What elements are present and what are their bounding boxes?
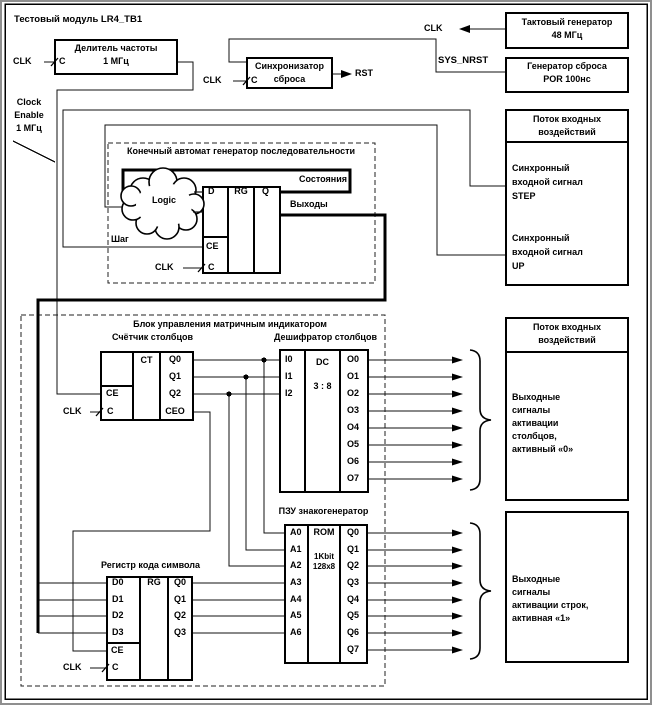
romq-pin-label: Q4 — [346, 594, 359, 604]
q-pin-label: Q0 — [173, 577, 186, 587]
o-pin-label: O4 — [346, 422, 359, 432]
clock-divider-freq: 1 МГц — [103, 56, 129, 66]
rg-label: RG — [147, 577, 161, 587]
a-pin-label: A3 — [290, 577, 302, 587]
rows-signal-text: сигналы — [512, 587, 551, 597]
stimulus-columns-header2: воздействий — [538, 335, 596, 345]
romq-pin-label: Q7 — [346, 644, 359, 654]
o-pin-label: O0 — [346, 354, 359, 364]
clk-label: CLK — [155, 262, 174, 272]
stimulus-top-header: Поток входных — [532, 114, 602, 124]
q-pin-label: Q — [262, 186, 270, 196]
clock-enable-note: Clock — [16, 97, 42, 107]
column-counter-title: Счётчик столбцов — [111, 332, 194, 342]
clock-divider-title: Делитель частоты — [74, 43, 158, 53]
states-label: Состояния — [298, 174, 347, 184]
a-pin-label: A1 — [290, 544, 302, 554]
a-pin-label: A4 — [290, 594, 302, 604]
step-signal-text: STEP — [512, 191, 536, 201]
clock-enable-note: 1 МГц — [16, 123, 42, 133]
up-signal-text: UP — [512, 261, 525, 271]
rows-signal-text: активации строк, — [512, 600, 589, 610]
fsm-title: Конечный автомат генератор последовательности — [126, 146, 356, 156]
step-signal-text: входной сигнал — [512, 177, 583, 187]
ce-pin-label: CE — [106, 388, 119, 398]
columns-signal-text: Выходные — [512, 392, 561, 402]
junction-dot — [243, 374, 248, 379]
a-pin-label: A2 — [290, 560, 302, 570]
d-pin-label: D1 — [112, 594, 124, 604]
junction-dot — [261, 357, 266, 362]
columns-signal-text: столбцов, — [512, 431, 557, 441]
q0-pin-label: Q0 — [168, 354, 181, 364]
columns-signal-text: активации — [512, 418, 559, 428]
a-pin-label: A5 — [290, 610, 302, 620]
page-title: Тестовый модуль LR4_TB1 — [14, 14, 143, 25]
fsm-register-box — [203, 187, 280, 273]
ct-label: CT — [140, 355, 153, 365]
symbol-register-title: Регистр кода символа — [100, 560, 201, 570]
clk-label: CLK — [424, 23, 443, 33]
d-pin-label: D0 — [112, 577, 124, 587]
rows-signal-text: Выходные — [512, 574, 561, 584]
rom-size-label: 1Kbit — [314, 552, 334, 561]
c-pin-label: C — [208, 262, 215, 272]
a-pin-label: A0 — [290, 527, 302, 537]
reset-sync-title2: сброса — [273, 74, 306, 84]
d-pin-label: D3 — [112, 627, 124, 637]
stimulus-top-header2: воздействий — [538, 127, 596, 137]
c-pin-label: C — [59, 56, 66, 66]
o-pin-label: O2 — [346, 388, 359, 398]
dc-label: DC — [316, 357, 329, 367]
i0-pin-label: I0 — [285, 354, 293, 364]
i1-pin-label: I1 — [285, 371, 293, 381]
columns-signal-text: активный «0» — [512, 444, 574, 454]
clk-label: CLK — [63, 406, 82, 416]
o-pin-label: O3 — [346, 405, 359, 415]
o-pin-label: O1 — [346, 371, 359, 381]
junction-dot — [226, 391, 231, 396]
char-rom-title: ПЗУ знакогенератор — [278, 506, 369, 516]
rg-label: RG — [234, 186, 248, 196]
o-pin-label: O5 — [346, 439, 359, 449]
romq-pin-label: Q3 — [346, 577, 359, 587]
reset-sync-title: Синхронизатор — [254, 61, 325, 71]
ce-pin-label: CE — [111, 645, 124, 655]
clock-gen-freq: 48 МГц — [551, 30, 583, 40]
d-pin-label: D — [208, 186, 215, 196]
q-pin-label: Q1 — [173, 594, 186, 604]
rst-label: RST — [355, 68, 373, 78]
i2-pin-label: I2 — [285, 388, 293, 398]
o-pin-label: O7 — [346, 473, 359, 483]
romq-pin-label: Q1 — [346, 544, 359, 554]
column-decoder-title: Дешифратор столбцов — [273, 332, 377, 342]
logic-cloud-label: Logic — [152, 195, 176, 205]
romq-pin-label: Q5 — [346, 610, 359, 620]
romq-pin-label: Q0 — [346, 527, 359, 537]
q-pin-label: Q2 — [173, 610, 186, 620]
romq-pin-label: Q6 — [346, 627, 359, 637]
clock-gen-title: Тактовый генератор — [521, 17, 613, 27]
sys-nrst-label: SYS_NRST — [438, 55, 489, 66]
stimulus-columns-header: Поток входных — [532, 322, 602, 332]
up-signal-text: входной сигнал — [512, 247, 583, 257]
clock-enable-note: Enable — [14, 110, 44, 120]
ceo-pin-label: CEO — [165, 406, 185, 416]
outputs-label: Выходы — [290, 199, 328, 209]
ratio-label: 3 : 8 — [313, 381, 332, 391]
c-pin-label: C — [112, 662, 119, 672]
clk-label: CLK — [63, 662, 82, 672]
d-pin-label: D2 — [112, 610, 124, 620]
o-pin-label: O6 — [346, 456, 359, 466]
reset-gen-title: Генератор сброса — [527, 61, 607, 71]
rom-size-label: 128x8 — [312, 562, 336, 571]
step-ru-label: Шаг — [111, 234, 129, 244]
a-pin-label: A6 — [290, 627, 302, 637]
rows-signal-text: активная «1» — [512, 613, 571, 623]
clk-label: CLK — [203, 75, 222, 85]
q1-pin-label: Q1 — [168, 371, 181, 381]
romq-pin-label: Q2 — [346, 560, 359, 570]
q2-pin-label: Q2 — [168, 388, 181, 398]
ce-pin-label: CE — [206, 241, 219, 251]
q-pin-label: Q3 — [173, 627, 186, 637]
c-pin-label: C — [251, 75, 258, 85]
reset-gen-por: POR 100нс — [543, 74, 591, 84]
c-pin-label: C — [107, 406, 114, 416]
rom-label: ROM — [313, 527, 335, 537]
columns-signal-text: сигналы — [512, 405, 551, 415]
step-signal-text: Синхронный — [512, 163, 570, 173]
display-controller-title: Блок управления матричным индикатором — [133, 319, 327, 329]
up-signal-text: Синхронный — [512, 233, 570, 243]
clk-label: CLK — [13, 56, 32, 66]
